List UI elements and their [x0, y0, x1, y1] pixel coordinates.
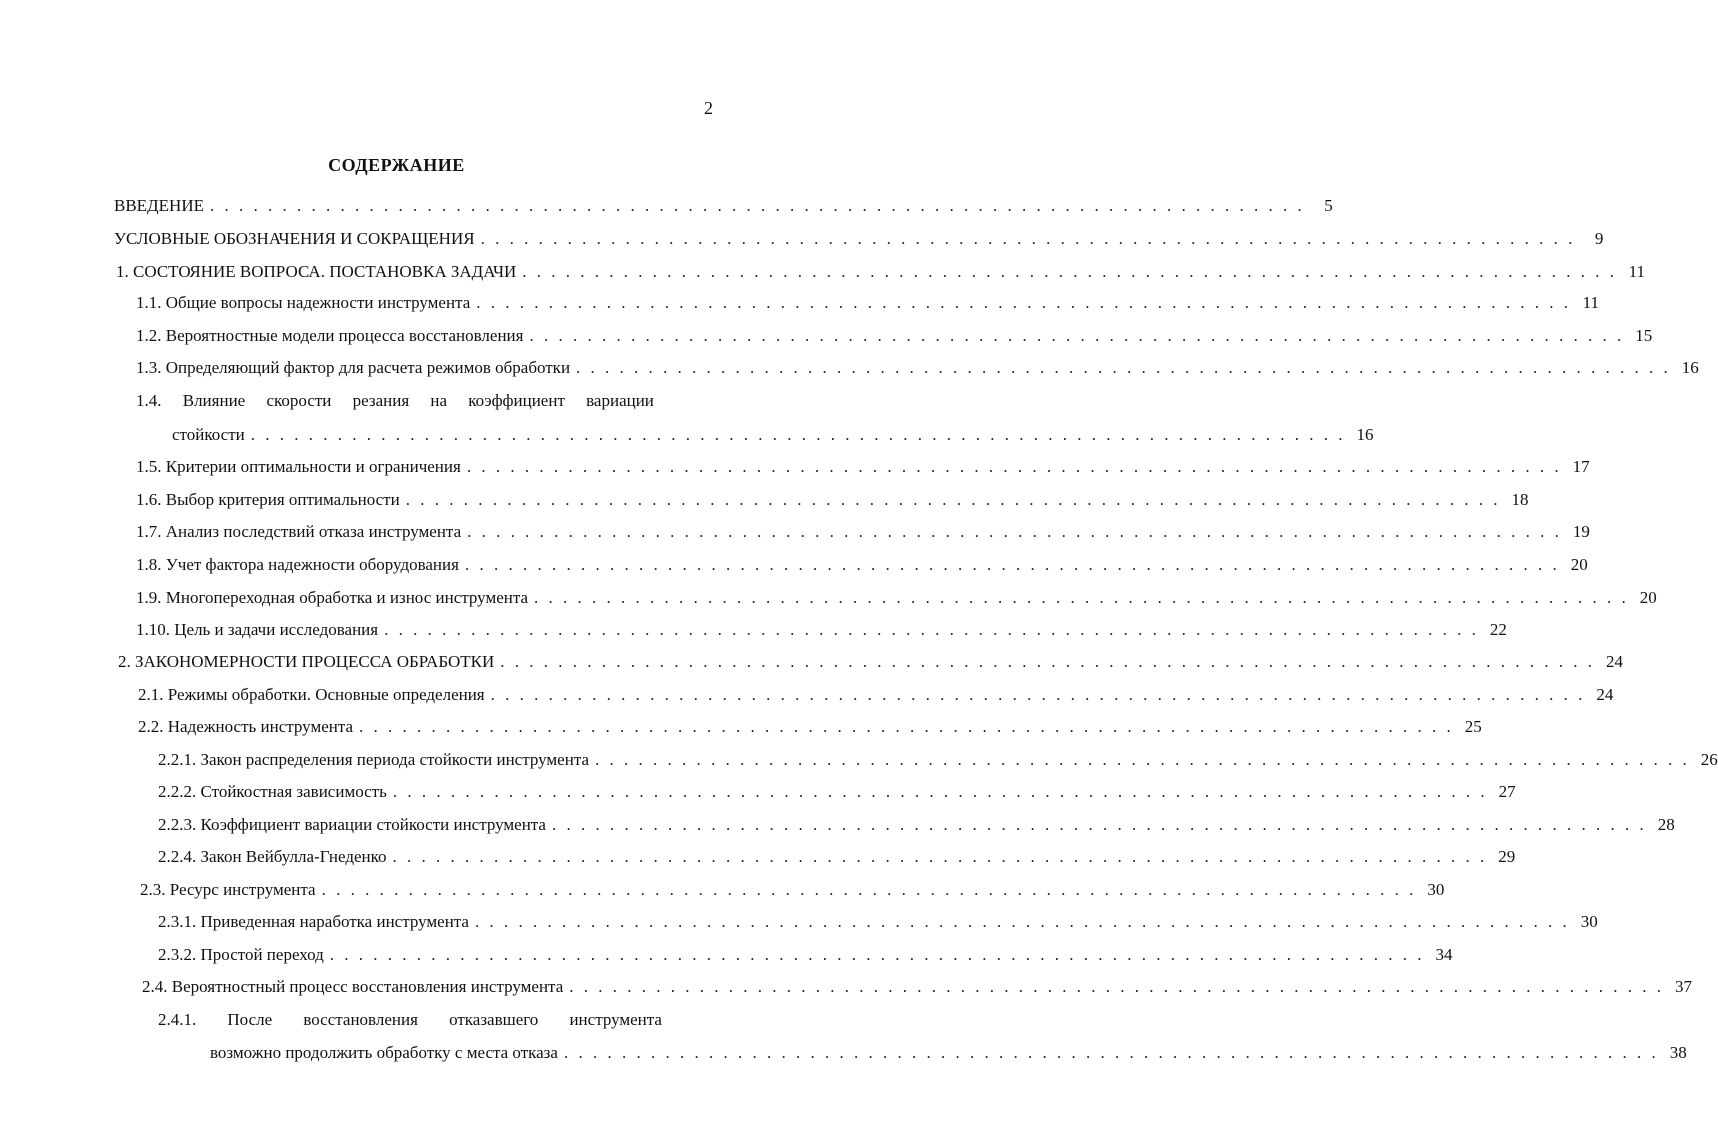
- toc-entry: [158, 814, 1675, 836]
- toc-entry: [136, 325, 1653, 347]
- toc-leader: . . . . . . . . . . . . . . . . . . . . . . . . . . . . . . . . . . . . . . . . . . . . . . . . . . . . . . . . . . . . . . . . . . . . . . . . . . . .: [466, 457, 1562, 476]
- toc-entry: [158, 944, 1453, 966]
- toc-entry-wrapped-first-line: [158, 1009, 662, 1031]
- toc-entry-label: стойкости: [172, 425, 245, 444]
- toc-leader: . . . . . . . . . . . . . . . . . . . . . . . . . . . . . . . . . . . . . . . . . . . . . . . . . . . . . . . . . . . . . . . . . . . . . . . . . . . .: [329, 945, 1425, 964]
- toc-entry-page: 16: [1681, 358, 1699, 377]
- toc-entry-page: 26: [1700, 750, 1718, 769]
- toc-entry-page: 15: [1635, 326, 1653, 345]
- toc-entry-label: 2.2. Надежность инструмента: [138, 717, 354, 736]
- toc-entry-label: 1.3. Определяющий фактор для расчета режимов обработки: [136, 358, 571, 377]
- toc-title: СОДЕРЖАНИЕ: [328, 155, 465, 175]
- toc-entry-page: 22: [1489, 620, 1507, 639]
- toc-entry: [114, 228, 1604, 250]
- toc-entry-label: УСЛОВНЫЕ ОБОЗНАЧЕНИЯ И СОКРАЩЕНИЯ: [114, 229, 475, 248]
- toc-entry-word: коэффициент: [468, 391, 565, 410]
- toc-entry-word: После: [227, 1010, 273, 1029]
- toc-entry: [138, 684, 1614, 706]
- toc-leader: . . . . . . . . . . . . . . . . . . . . . . . . . . . . . . . . . . . . . . . . . . . . . . . . . . . . . . . . . . . . . . . . . . . . . . . . . . . .: [480, 229, 1576, 248]
- toc-leader: . . . . . . . . . . . . . . . . . . . . . . . . . . . . . . . . . . . . . . . . . . . . . . . . . . . . . . . . . . . . . . . . . . . . . . . . . . . .: [250, 425, 1346, 444]
- toc-leader: . . . . . . . . . . . . . . . . . . . . . . . . . . . . . . . . . . . . . . . . . . . . . . . . . . . . . . . . . . . . . . . . . . . . . . . . . . . .: [569, 977, 1664, 996]
- toc-entry: [116, 261, 1646, 283]
- toc-entry: [136, 357, 1699, 379]
- toc-entry: [172, 424, 1374, 446]
- toc-entry-page: 11: [1628, 262, 1646, 281]
- toc-leader: . . . . . . . . . . . . . . . . . . . . . . . . . . . . . . . . . . . . . . . . . . . . . . . . . . . . . . . . . . . . . . . . . . . . . . . . . . . .: [551, 815, 1647, 834]
- toc-leader: . . . . . . . . . . . . . . . . . . . . . . . . . . . . . . . . . . . . . . . . . . . . . . . . . . . . . . . . . . . . . . . . . . . . . . . . . . . .: [384, 620, 1479, 639]
- toc-entry-label: 1.10. Цель и задачи исследования: [136, 620, 379, 639]
- toc-entry-label: 1. СОСТОЯНИЕ ВОПРОСА. ПОСТАНОВКА ЗАДАЧИ: [116, 262, 517, 281]
- toc-entry-page: 34: [1435, 945, 1453, 964]
- toc-entry-label: 2.3. Ресурс инструмента: [140, 880, 316, 899]
- toc-leader: . . . . . . . . . . . . . . . . . . . . . . . . . . . . . . . . . . . . . . . . . . . . . . . . . . . . . . . . . . . . . . . . . . . . . . . . . . . .: [595, 750, 1690, 769]
- toc-entry: [158, 911, 1598, 933]
- toc-entry-page: 30: [1580, 912, 1598, 931]
- toc-entry-label: 1.2. Вероятностные модели процесса восстановления: [136, 326, 524, 345]
- toc-entry-word: на: [430, 391, 448, 410]
- toc-leader: . . . . . . . . . . . . . . . . . . . . . . . . . . . . . . . . . . . . . . . . . . . . . . . . . . . . . . . . . . . . . . . . . . . . . . . . . . . .: [529, 326, 1625, 345]
- toc-entry-label: 1.1. Общие вопросы надежности инструмента: [136, 293, 471, 312]
- toc-leader: . . . . . . . . . . . . . . . . . . . . . . . . . . . . . . . . . . . . . . . . . . . . . . . . . . . . . . . . . . . . . . . . . . . . . . . . . . . .: [359, 717, 1454, 736]
- toc-entry-word: отказавшего: [449, 1010, 539, 1029]
- toc-entry: [136, 489, 1529, 511]
- toc-entry: [136, 292, 1599, 314]
- toc-entry-page: 30: [1427, 880, 1445, 899]
- toc-leader: . . . . . . . . . . . . . . . . . . . . . . . . . . . . . . . . . . . . . . . . . . . . . . . . . . . . . . . . . . . . . . . . . . . . . . . . . . . .: [490, 685, 1586, 704]
- toc-entry-word: Влияние: [182, 391, 246, 410]
- toc-leader: . . . . . . . . . . . . . . . . . . . . . . . . . . . . . . . . . . . . . . . . . . . . . . . . . . . . . . . . . . . . . . . . . . . . . . . . . . . .: [392, 847, 1488, 866]
- toc-entry: [140, 879, 1445, 901]
- toc-entry-label: 2.2.2. Стойкостная зависимость: [158, 782, 387, 801]
- toc-entry: [158, 749, 1718, 771]
- toc-entry-page: 19: [1572, 522, 1590, 541]
- toc-leader: . . . . . . . . . . . . . . . . . . . . . . . . . . . . . . . . . . . . . . . . . . . . . . . . . . . . . . . . . . . . . . . . . . . . . . . . . . . .: [563, 1043, 1659, 1062]
- toc-entry-page: 25: [1464, 717, 1482, 736]
- toc-entry-label: 1.9. Многопереходная обработка и износ инструмента: [136, 588, 529, 607]
- toc-entry-page: 20: [1639, 588, 1657, 607]
- toc-entry-label: возможно продолжить обработку с места отказа: [210, 1043, 558, 1062]
- toc-entry-page: 11: [1582, 293, 1599, 312]
- toc-leader: . . . . . . . . . . . . . . . . . . . . . . . . . . . . . . . . . . . . . . . . . . . . . . . . . . . . . . . . . . . . . . . . . . . . . . . . . . . .: [522, 262, 1618, 281]
- toc-entry-label: 2.2.3. Коэффициент вариации стойкости инструмента: [158, 815, 546, 834]
- toc-entry: [118, 651, 1624, 673]
- toc-entry: [142, 976, 1692, 998]
- toc-entry: [114, 195, 1333, 217]
- toc-leader: . . . . . . . . . . . . . . . . . . . . . . . . . . . . . . . . . . . . . . . . . . . . . . . . . . . . . . . . . . . . . . . . . . . . . . . . . . . .: [405, 490, 1501, 509]
- toc-entry-label: 2.2.1. Закон распределения периода стойкости инструмента: [158, 750, 590, 769]
- toc-leader: . . . . . . . . . . . . . . . . . . . . . . . . . . . . . . . . . . . . . . . . . . . . . . . . . . . . . . . . . . . . . . . . . . . . . . . . . . . .: [392, 782, 1488, 801]
- toc-entry: [136, 554, 1588, 576]
- toc-entry: [210, 1042, 1687, 1064]
- toc-entry: [136, 619, 1507, 641]
- toc-entry: [138, 716, 1482, 738]
- toc-entry-label: 2.4. Вероятностный процесс восстановления инструмента: [142, 977, 564, 996]
- toc-entry-label: 2. ЗАКОНОМЕРНОСТИ ПРОЦЕССА ОБРАБОТКИ: [118, 652, 495, 671]
- toc-leader: . . . . . . . . . . . . . . . . . . . . . . . . . . . . . . . . . . . . . . . . . . . . . . . . . . . . . . . . . . . . . . . . . . . . . . . . . . . .: [209, 196, 1305, 215]
- toc-leader: . . . . . . . . . . . . . . . . . . . . . . . . . . . . . . . . . . . . . . . . . . . . . . . . . . . . . . . . . . . . . . . . . . . . . . . . . . . .: [476, 293, 1571, 312]
- toc-entry-page: 24: [1606, 652, 1624, 671]
- toc-entry-page: 5: [1324, 196, 1333, 215]
- toc-leader: . . . . . . . . . . . . . . . . . . . . . . . . . . . . . . . . . . . . . . . . . . . . . . . . . . . . . . . . . . . . . . . . . . . . . . . . . . . .: [321, 880, 1417, 899]
- toc-entry-page: 27: [1498, 782, 1516, 801]
- toc-entry-word: вариации: [586, 391, 654, 410]
- toc-leader: . . . . . . . . . . . . . . . . . . . . . . . . . . . . . . . . . . . . . . . . . . . . . . . . . . . . . . . . . . . . . . . . . . . . . . . . . . . .: [576, 358, 1671, 377]
- toc-entry-word: резания: [352, 391, 410, 410]
- toc-entry-page: 16: [1356, 425, 1374, 444]
- toc-entry-page: 17: [1572, 457, 1590, 476]
- toc-entry-label: 2.3.1. Приведенная наработка инструмента: [158, 912, 469, 931]
- toc-leader: . . . . . . . . . . . . . . . . . . . . . . . . . . . . . . . . . . . . . . . . . . . . . . . . . . . . . . . . . . . . . . . . . . . . . . . . . . . .: [474, 912, 1570, 931]
- toc-entry-wrapped-first-line: [136, 390, 654, 412]
- toc-entry: [136, 587, 1657, 609]
- toc-entry-label: ВВЕДЕНИЕ: [114, 196, 204, 215]
- toc-entry-page: 38: [1669, 1043, 1687, 1062]
- toc-entry-page: 28: [1657, 815, 1675, 834]
- toc-entry-page: 9: [1594, 229, 1604, 248]
- toc-entry-label: 1.6. Выбор критерия оптимальности: [136, 490, 400, 509]
- toc-entry-label: 2.1. Режимы обработки. Основные определения: [138, 685, 485, 704]
- toc-entry-label: 2.2.4. Закон Вейбулла-Гнеденко: [158, 847, 387, 866]
- toc-entry-page: 37: [1675, 977, 1692, 996]
- toc-entry-page: 29: [1498, 847, 1516, 866]
- toc-entry-word: скорости: [266, 391, 332, 410]
- toc-entry: [158, 781, 1516, 803]
- toc-entry: [158, 846, 1516, 868]
- toc-leader: . . . . . . . . . . . . . . . . . . . . . . . . . . . . . . . . . . . . . . . . . . . . . . . . . . . . . . . . . . . . . . . . . . . . . . . . . . . .: [534, 588, 1629, 607]
- toc-leader: . . . . . . . . . . . . . . . . . . . . . . . . . . . . . . . . . . . . . . . . . . . . . . . . . . . . . . . . . . . . . . . . . . . . . . . . . . . .: [467, 522, 1562, 541]
- toc-entry-label: 2.3.2. Простой переход: [158, 945, 324, 964]
- toc-entry-page: 18: [1511, 490, 1529, 509]
- toc-entry-word: восстановления: [303, 1010, 418, 1029]
- toc-entry-number: 1.4.: [136, 391, 162, 410]
- toc-leader: . . . . . . . . . . . . . . . . . . . . . . . . . . . . . . . . . . . . . . . . . . . . . . . . . . . . . . . . . . . . . . . . . . . . . . . . . . . .: [500, 652, 1596, 671]
- toc-entry-page: 20: [1570, 555, 1588, 574]
- toc-entry-label: 1.5. Критерии оптимальности и ограничения: [136, 457, 461, 476]
- toc-entry-word: инструмента: [569, 1010, 662, 1029]
- toc-leader: . . . . . . . . . . . . . . . . . . . . . . . . . . . . . . . . . . . . . . . . . . . . . . . . . . . . . . . . . . . . . . . . . . . . . . . . . . . .: [464, 555, 1560, 574]
- toc-entry-page: 24: [1596, 685, 1614, 704]
- toc-entry: [136, 456, 1590, 478]
- page-number: 2: [704, 98, 713, 118]
- toc-entry-number: 2.4.1.: [158, 1010, 197, 1029]
- toc-entry-label: 1.7. Анализ последствий отказа инструмента: [136, 522, 462, 541]
- toc-entry-label: 1.8. Учет фактора надежности оборудования: [136, 555, 459, 574]
- toc-entry: [136, 521, 1590, 543]
